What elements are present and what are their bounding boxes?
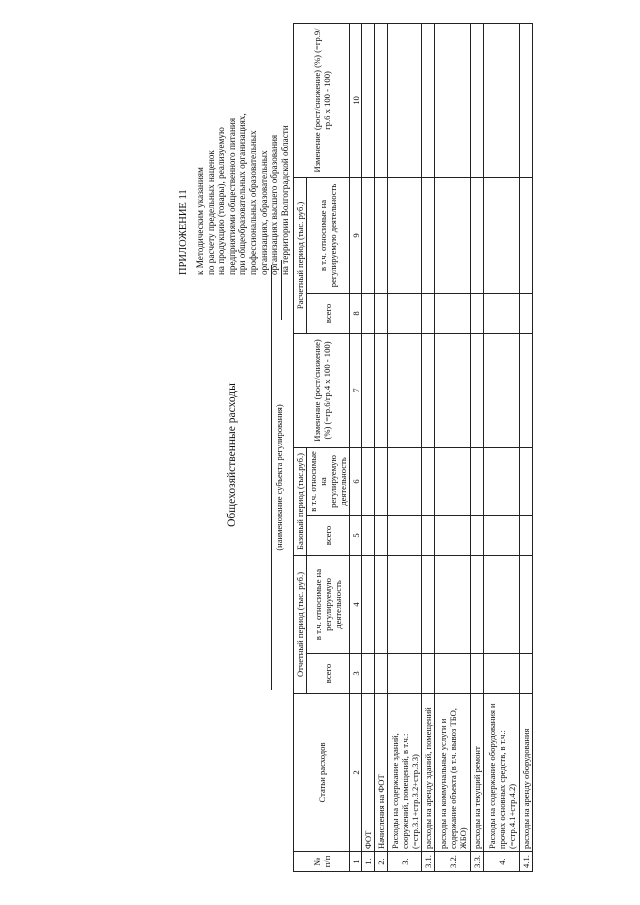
column-number: 5 bbox=[350, 515, 362, 555]
row-number: 3.1. bbox=[422, 852, 435, 872]
row-value-cell[interactable] bbox=[422, 447, 435, 515]
table-row bbox=[435, 23, 471, 871]
row-value-cell[interactable] bbox=[471, 555, 484, 653]
appendix-title: ПРИЛОЖЕНИЕ 11 bbox=[178, 189, 189, 275]
row-value-cell[interactable] bbox=[362, 447, 375, 515]
header-change-2: Изменение (рост/снижение) (%) (=гр.9/гр.6 х 100 - 100) bbox=[294, 23, 350, 177]
row-value-cell[interactable] bbox=[484, 293, 520, 333]
row-value-cell[interactable] bbox=[520, 23, 533, 177]
row-value-cell[interactable] bbox=[435, 23, 471, 177]
row-value-cell[interactable] bbox=[375, 555, 388, 653]
row-value-cell[interactable] bbox=[484, 515, 520, 555]
table-row bbox=[520, 23, 533, 871]
header-including: в т.ч. относимые на регулируемую деятельность bbox=[307, 177, 350, 293]
row-value-cell[interactable] bbox=[520, 515, 533, 555]
header-change-1: Изменение (рост/снижение) (%) (=гр.6/гр.4 х 100 - 100) bbox=[294, 333, 350, 447]
header-no: № п/п bbox=[294, 852, 350, 872]
row-value-cell[interactable] bbox=[362, 333, 375, 447]
row-value-cell[interactable] bbox=[435, 333, 471, 447]
row-item: Расходы на содержание зданий, сооружений, помещений, в т.ч.: (=стр.3.1+стр.3.2+стр.3.3) bbox=[388, 694, 422, 852]
row-value-cell[interactable] bbox=[388, 23, 422, 177]
row-value-cell[interactable] bbox=[484, 555, 520, 653]
column-number: 8 bbox=[350, 293, 362, 333]
table-row bbox=[388, 23, 422, 871]
column-number: 1 bbox=[350, 852, 362, 872]
column-number: 6 bbox=[350, 447, 362, 515]
row-value-cell[interactable] bbox=[375, 293, 388, 333]
header-including: в т.ч. относимые на регулируемую деятельность bbox=[307, 447, 350, 515]
row-value-cell[interactable] bbox=[388, 555, 422, 653]
appendix-line: организациях, образовательных bbox=[258, 150, 269, 275]
column-number: 2 bbox=[350, 694, 362, 852]
row-item: расходы на текущий ремонт bbox=[471, 694, 484, 852]
row-value-cell[interactable] bbox=[484, 333, 520, 447]
column-number: 3 bbox=[350, 654, 362, 694]
header-calc-period: Расчетный период (тыс. руб.) bbox=[294, 177, 307, 333]
row-value-cell[interactable] bbox=[520, 293, 533, 333]
row-value-cell[interactable] bbox=[362, 654, 375, 694]
row-value-cell[interactable] bbox=[471, 333, 484, 447]
table-body bbox=[362, 23, 533, 871]
row-value-cell[interactable] bbox=[375, 23, 388, 177]
row-value-cell[interactable] bbox=[435, 177, 471, 293]
row-value-cell[interactable] bbox=[375, 447, 388, 515]
row-value-cell[interactable] bbox=[435, 447, 471, 515]
row-item: расходы на аренду оборудования bbox=[520, 694, 533, 852]
appendix-block bbox=[178, 5, 290, 275]
row-value-cell[interactable] bbox=[422, 555, 435, 653]
appendix-line: предприятиями общественного питания bbox=[226, 117, 237, 275]
row-value-cell[interactable] bbox=[422, 515, 435, 555]
subject-name-line bbox=[271, 265, 272, 690]
header-total: всего bbox=[307, 293, 350, 333]
table-row bbox=[362, 23, 375, 871]
row-number: 1. bbox=[362, 852, 375, 872]
header-items: Статьи расходов bbox=[294, 694, 350, 852]
header-total: всего bbox=[307, 515, 350, 555]
column-number: 7 bbox=[350, 333, 362, 447]
subject-caption: (наименование субъекта регулирования) bbox=[274, 404, 284, 551]
row-value-cell[interactable] bbox=[362, 177, 375, 293]
table-row bbox=[484, 23, 520, 871]
column-number: 10 bbox=[350, 23, 362, 177]
row-number: 2. bbox=[375, 852, 388, 872]
column-number: 4 bbox=[350, 555, 362, 653]
row-value-cell[interactable] bbox=[388, 177, 422, 293]
appendix-line: организациях высшего образования bbox=[269, 134, 280, 275]
row-value-cell[interactable] bbox=[388, 447, 422, 515]
appendix-line: при общеобразовательных организациях, bbox=[237, 113, 248, 275]
column-number: 9 bbox=[350, 177, 362, 293]
row-value-cell[interactable] bbox=[435, 293, 471, 333]
row-value-cell[interactable] bbox=[520, 333, 533, 447]
row-value-cell[interactable] bbox=[471, 177, 484, 293]
header-total: всего bbox=[307, 654, 350, 694]
row-value-cell[interactable] bbox=[520, 555, 533, 653]
row-value-cell[interactable] bbox=[520, 177, 533, 293]
row-value-cell[interactable] bbox=[471, 23, 484, 177]
row-item: ФОТ bbox=[362, 694, 375, 852]
row-value-cell[interactable] bbox=[422, 333, 435, 447]
row-value-cell[interactable] bbox=[375, 177, 388, 293]
row-value-cell[interactable] bbox=[388, 293, 422, 333]
header-reporting-period: Отчетный период (тыс. руб.) bbox=[294, 555, 307, 693]
header-base-period: Базовый период (тыс.руб.) bbox=[294, 447, 307, 555]
table-header-row bbox=[294, 23, 307, 871]
appendix-line: по расчету предельных наценок bbox=[205, 150, 216, 275]
row-value-cell[interactable] bbox=[388, 333, 422, 447]
row-number: 3.2. bbox=[435, 852, 471, 872]
row-value-cell[interactable] bbox=[484, 654, 520, 694]
row-value-cell[interactable] bbox=[484, 447, 520, 515]
row-value-cell[interactable] bbox=[471, 293, 484, 333]
column-numbers-row bbox=[350, 23, 362, 871]
row-value-cell[interactable] bbox=[520, 654, 533, 694]
row-number: 4. bbox=[484, 852, 520, 872]
row-value-cell[interactable] bbox=[362, 515, 375, 555]
row-value-cell[interactable] bbox=[435, 555, 471, 653]
row-number: 4.1. bbox=[520, 852, 533, 872]
appendix-lines bbox=[195, 5, 290, 275]
row-value-cell[interactable] bbox=[471, 654, 484, 694]
row-value-cell[interactable] bbox=[484, 177, 520, 293]
row-number: 3. bbox=[388, 852, 422, 872]
row-value-cell[interactable] bbox=[362, 293, 375, 333]
row-value-cell[interactable] bbox=[422, 23, 435, 177]
row-value-cell[interactable] bbox=[375, 654, 388, 694]
expenses-table bbox=[293, 23, 533, 872]
row-value-cell[interactable] bbox=[484, 23, 520, 177]
row-value-cell[interactable] bbox=[362, 23, 375, 177]
row-item: расходы на аренду зданий, помещений bbox=[422, 694, 435, 852]
header-including: в т.ч. относимые на регулируемую деятельность bbox=[307, 555, 350, 653]
row-value-cell[interactable] bbox=[435, 654, 471, 694]
row-item: Расходы на содержание оборудования и прочих основных средств, в т.ч.: (=стр.4.1+стр.4.2) bbox=[484, 694, 520, 852]
row-value-cell[interactable] bbox=[422, 177, 435, 293]
appendix-line: профессиональных образовательных bbox=[247, 130, 258, 275]
row-value-cell[interactable] bbox=[471, 515, 484, 555]
table-row bbox=[422, 23, 435, 871]
row-value-cell[interactable] bbox=[422, 654, 435, 694]
row-value-cell[interactable] bbox=[422, 293, 435, 333]
row-value-cell[interactable] bbox=[388, 515, 422, 555]
row-item: Начисления на ФОТ bbox=[375, 694, 388, 852]
appendix-line: на продукцию (товары), реализуемую bbox=[216, 127, 227, 275]
row-value-cell[interactable] bbox=[375, 333, 388, 447]
form-title: Общехозяйственные расходы bbox=[226, 383, 238, 527]
appendix-line: к Методическим указаниям bbox=[195, 167, 205, 275]
row-value-cell[interactable] bbox=[362, 555, 375, 653]
row-value-cell[interactable] bbox=[520, 447, 533, 515]
table-row bbox=[471, 23, 484, 871]
row-value-cell[interactable] bbox=[375, 515, 388, 555]
row-number: 3.3. bbox=[471, 852, 484, 872]
appendix-line: на территории Волгоградской области bbox=[279, 125, 290, 275]
row-value-cell[interactable] bbox=[388, 654, 422, 694]
row-value-cell[interactable] bbox=[435, 515, 471, 555]
table-row bbox=[375, 23, 388, 871]
row-item: расходы на коммунальные услуги и содержание объекта (в т.ч. вывоз ТБО, ЖБО) bbox=[435, 694, 471, 852]
row-value-cell[interactable] bbox=[471, 447, 484, 515]
